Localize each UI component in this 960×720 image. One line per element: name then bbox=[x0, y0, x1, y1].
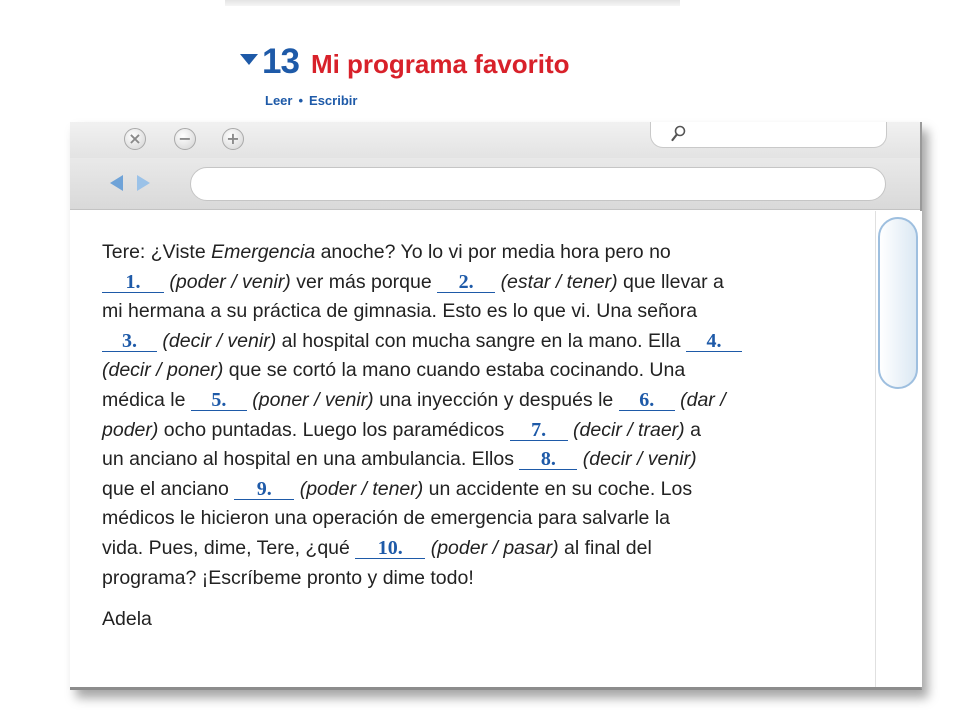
letter-line bbox=[102, 416, 866, 446]
show-name: Emergencia bbox=[211, 241, 316, 263]
verb-hint: (poder / pasar) bbox=[430, 536, 559, 559]
maximize-icon[interactable]: + bbox=[222, 128, 244, 150]
back-arrow-icon[interactable] bbox=[110, 175, 123, 191]
blank-10[interactable]: 10. bbox=[355, 537, 425, 559]
text: vida. Pues, dime, Tere, ¿qué bbox=[102, 536, 356, 559]
activity-header bbox=[240, 42, 570, 82]
signature: Adela bbox=[102, 608, 152, 631]
text: al final del bbox=[558, 536, 652, 559]
navigation-bar bbox=[70, 158, 920, 210]
blank-4[interactable]: 4. bbox=[686, 330, 742, 352]
activity-number: 13 bbox=[262, 42, 299, 81]
letter-line bbox=[102, 445, 866, 475]
verb-hint: (poder / tener) bbox=[299, 477, 424, 500]
text: anoche? Yo lo vi por media hora pero no bbox=[315, 241, 671, 263]
verb-hint: (decir / venir) bbox=[162, 329, 277, 352]
search-field[interactable] bbox=[650, 122, 887, 148]
verb-hint: (poder / venir) bbox=[169, 270, 291, 293]
blank-2[interactable]: 2. bbox=[437, 271, 495, 293]
blank-9[interactable]: 9. bbox=[234, 478, 294, 500]
blank-8[interactable]: 8. bbox=[519, 448, 577, 470]
window-titlebar bbox=[70, 122, 920, 158]
verb-hint: (dar / bbox=[680, 388, 726, 411]
verb-hint: (poner / venir) bbox=[252, 388, 374, 411]
text: que el anciano bbox=[102, 477, 235, 500]
text: médicos le hicieron una operación de emergencia para salvarle la bbox=[102, 507, 670, 530]
triangle-marker-icon bbox=[240, 54, 258, 65]
text: mi hermana a su práctica de gimnasia. Esto es lo que vi. Una señora bbox=[102, 300, 698, 323]
close-icon[interactable]: × bbox=[124, 128, 146, 150]
skill-write: Escribir bbox=[309, 93, 358, 108]
text: que se cortó la mano cuando estaba cocinando. Una bbox=[223, 359, 686, 382]
text: que llevar a bbox=[617, 270, 724, 293]
letter-line bbox=[102, 504, 866, 534]
letter-line bbox=[102, 327, 866, 357]
text: un accidente en su coche. Los bbox=[423, 477, 693, 500]
text: programa? ¡Escríbeme pronto y dime todo! bbox=[102, 566, 474, 589]
letter-line bbox=[102, 297, 866, 327]
skills-line bbox=[265, 93, 357, 108]
magnifier-icon[interactable] bbox=[671, 125, 687, 143]
text: una inyección y después le bbox=[373, 388, 619, 411]
text: médica le bbox=[102, 388, 191, 411]
text: ocho puntadas. Luego los paramédicos bbox=[158, 418, 510, 441]
blank-7[interactable]: 7. bbox=[510, 419, 568, 441]
scrollbar-thumb[interactable] bbox=[878, 217, 918, 389]
forward-arrow-icon[interactable] bbox=[137, 175, 150, 191]
letter-line bbox=[102, 475, 866, 505]
verb-hint: (decir / traer) bbox=[573, 418, 685, 441]
letter-line bbox=[102, 564, 866, 594]
blank-5[interactable]: 5. bbox=[191, 389, 247, 411]
minimize-icon[interactable]: − bbox=[174, 128, 196, 150]
text: Tere: ¿Viste bbox=[102, 241, 212, 263]
verb-hint: (estar / tener) bbox=[500, 270, 618, 293]
verb-hint: (decir / poner) bbox=[102, 359, 224, 382]
text: un anciano al hospital en una ambulancia. Ellos bbox=[102, 448, 520, 471]
letter-line bbox=[102, 356, 866, 386]
letter-line bbox=[102, 238, 866, 268]
blank-6[interactable]: 6. bbox=[619, 389, 675, 411]
blank-1[interactable]: 1. bbox=[102, 271, 164, 293]
scrollbar-track[interactable] bbox=[875, 211, 876, 687]
letter-line bbox=[102, 268, 866, 298]
bullet-icon: • bbox=[298, 93, 304, 108]
address-bar[interactable] bbox=[190, 167, 886, 201]
blank-3[interactable]: 3. bbox=[102, 330, 157, 352]
letter-line bbox=[102, 534, 866, 564]
text: al hospital con mucha sangre en la mano. Ella bbox=[276, 329, 686, 352]
email-letter bbox=[102, 238, 866, 635]
text: ver más porque bbox=[290, 270, 438, 293]
text: a bbox=[684, 418, 701, 441]
top-strip bbox=[225, 0, 680, 6]
browser-window bbox=[70, 122, 922, 690]
skill-read: Leer bbox=[265, 93, 293, 108]
verb-hint: poder) bbox=[102, 418, 159, 441]
letter-line bbox=[102, 386, 866, 416]
verb-hint: (decir / venir) bbox=[582, 448, 697, 471]
activity-title: Mi programa favorito bbox=[310, 49, 570, 79]
